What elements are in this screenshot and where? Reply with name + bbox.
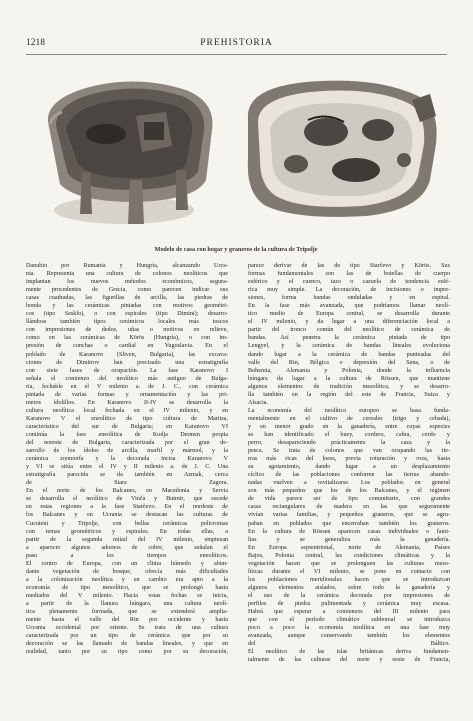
text-line: Karanovo V el eneolítico de tipo cultura de Maritsa,: [26, 415, 228, 422]
text-line: casas cuadradas, las figurillas de arcilla, las piedras de: [26, 295, 228, 302]
header-rule: [26, 54, 447, 55]
text-line: perro, desapareciendo prácticamente la caza y la: [248, 440, 450, 447]
text-line: rica muy simple. La decoración, de incisiones o impre-: [248, 287, 450, 294]
text-line: perfiles de piedra pulimentada y cerámica muy escasa.: [248, 600, 450, 607]
text-line: ciones de Dimitrov han precisado una estratigrafía: [26, 359, 228, 366]
text-line: continúa la fase eneolítica de Kodja Dermen propia: [26, 431, 228, 438]
text-line: Lengyel, y la cerámica de bandas lineales evoluciona: [248, 343, 450, 350]
text-line: los Balcanes y en Ucrania se destacan las culturas de: [26, 512, 228, 519]
text-line: vegetación hacen que se prolonguen las culturas meso-: [248, 560, 450, 567]
text-line: el IV milenio, y da lugar a una diferenciación local a: [248, 319, 450, 326]
text-line: cos (tipo Sesklo), o con espirales (tipo Dimini); desarro-: [26, 311, 228, 318]
text-line: cultura neolítica local fechada en el IV milenio, y en: [26, 407, 228, 414]
text-line: partir del tronco común del neolítico de cerámica de: [248, 327, 450, 334]
text-line: su agotamiento, dando lugar a un desplazamiento: [248, 464, 450, 471]
text-line: Danubio por Rumania y Hungría, alcanzando Ucra-: [26, 263, 228, 269]
text-line: tico medio de Europa central, se desarrolla durante: [248, 311, 450, 318]
text-line: señala el comienzo del neolítico más antiguo de Bulga-: [26, 375, 228, 382]
text-line: En la cultura de Rössen aparecen casas individuales o fami-: [248, 528, 450, 535]
text-line: poco a poco la economía neolítica en una fase muy: [248, 625, 450, 632]
text-line: estratigrafía parecida se da también en Azmak, cerca: [26, 472, 228, 479]
right-house-plan: [248, 81, 437, 217]
text-line: bandas. Así penetra la cerámica pintada de tipo: [248, 335, 450, 342]
house-model-photo: [26, 60, 446, 246]
text-line: dando lugar a la cerámica de bandas punteadas del: [248, 351, 450, 358]
text-line: realidad, tanto por su tipo como por su decoración,: [26, 649, 228, 656]
text-line: de Stara Zagora.: [26, 480, 228, 487]
text-line: como en las cerámicas de Körös (Hungría), o con im-: [26, 335, 228, 342]
text-line: del Báltico.: [248, 641, 450, 648]
text-line: algunos elementos de tradición mesolítica, y se desarro-: [248, 383, 450, 390]
text-line: de vida parece ser de tipo comunitario, con grandes: [248, 496, 450, 503]
text-line: dante vegetación de bosque, ofrecía más dificultades: [26, 568, 228, 575]
text-line: partir de la segunda mitad del IV milenio, empiezan: [26, 536, 228, 543]
text-line: que con el período climático subboreal se introduzca: [248, 617, 450, 624]
text-line: implantan los nuevos métodos económicos, segura-: [26, 279, 228, 286]
text-line: La economía del neolítico europeo se basa funda-: [248, 407, 450, 414]
text-line: y en menor grado en la ganadería, entre cuyas especies: [248, 423, 450, 430]
text-line: líticas durante el VI milenio, se pone en contacto con: [248, 568, 450, 575]
text-line: a partir de la llanura húngara, una cultura neolí-: [26, 600, 228, 607]
text-line: se desarrolla el neolítico de Vinča y Butmir, que sucede: [26, 496, 228, 503]
text-line: El neolítico de las islas británicas deriva fundamen-: [248, 649, 450, 656]
text-line: caracterizada por un tipo de cerámica que por su: [26, 633, 228, 640]
text-line: ria, fechable en el V milenio a. de J. C., con cerámica: [26, 383, 228, 390]
text-line: algunos elementos aislados, sobre todo la ganadería y: [248, 584, 450, 591]
text-line: valle del Rin, Bélgica o depresión del Sena, o de: [248, 359, 450, 366]
figure-caption: Modelo de casa con hogar y graneros de la cultura de Tripolje: [154, 246, 318, 253]
text-line: lias y se generaliza más la ganadería.: [248, 536, 450, 543]
text-line: los poblaciones meridionales hacen que se introduzcan: [248, 576, 450, 583]
text-line: pintada de varias formas y ornamentación y las pri-: [26, 391, 228, 398]
text-line: mediados del V milenio. Hacia estas fechas se inicia,: [26, 592, 228, 599]
text-line: con impresiones de dedos, uñas o motivos en relieve,: [26, 327, 228, 334]
text-line: nia. Representa una cultura de colonos neolíticos que: [26, 271, 228, 278]
text-line: a la colonización neolítica y en cambio era apto a la: [26, 576, 228, 583]
running-title: PREHISTORIA: [200, 38, 273, 48]
text-line: En el norte de los Balcanes, en Macedonia y Servia: [26, 488, 228, 495]
text-line: Bohemia, Alemania y Polonia, donde la influencia: [248, 367, 450, 374]
page-number: 1218: [26, 38, 45, 48]
text-line: nadas vuelven a revitalizarse. Los poblados en general: [248, 480, 450, 487]
text-line: decoración se las llamado de bandas lineales, y que en: [26, 641, 228, 648]
text-line: paban en poblados que encerraban también los graneros.: [248, 520, 450, 527]
text-line: son más pequeños que los de los Balcanes, y el régimen: [248, 488, 450, 495]
text-line: el uso de la cerámica decorada por impresiones de: [248, 592, 450, 599]
text-line: mente procedentes de Grecia, como parecen indicar sus: [26, 287, 228, 294]
text-line: casas rectangulares de madera en las que seguramente: [248, 504, 450, 511]
text-line: esférico y el cuenco, tazo o cazuela de tendencia esfé-: [248, 279, 450, 286]
text-line: cíclico de las poblaciones conforme las tierras abando-: [248, 472, 450, 479]
text-line: formas fundamentales son las de botellas de cuerpo: [248, 271, 450, 278]
text-line: presión de conchas o cardial en Yugoslavia. En el: [26, 343, 228, 350]
text-line: siones, forma bandas onduladas y en espiral.: [248, 295, 450, 302]
text-line: húngara da lugar a la cultura de Rössen, que mantiene: [248, 375, 450, 382]
text-line: mente hasta el valle del Rin por occidente y hasta: [26, 617, 228, 624]
text-line: sarrollo de los ídolos de arcilla, marfil y mármol, y la: [26, 448, 228, 455]
text-line: economía de tipo mesolítico, que se prolongó hasta: [26, 584, 228, 591]
text-line: del noreste de Bulgaria, caracterizada por el gran de-: [26, 440, 228, 447]
text-line: En la fase más avanzada, que podríamos llamar neolí-: [248, 303, 450, 310]
text-line: Ucrania occidental por oriente. Se trata de una cultura: [26, 625, 228, 632]
text-line: avanzada, aunque conservando también los elementos: [248, 633, 450, 640]
text-line: parece derivar de las de tipo Starčevo y Körös. Sus: [248, 263, 450, 269]
text-line: y VI se sitúa entre el IV y II milenio a. de J. C. Una: [26, 464, 228, 471]
text-line: a aparecer algunos adornos de cobre, que señalan el: [26, 544, 228, 551]
text-column-right: [248, 262, 450, 664]
text-line: en estas regiones a la fase Starčevo. En el nordeste de: [26, 504, 228, 511]
text-line: rras más ricas del loess, previa roturación y roza, hasta: [248, 456, 450, 463]
text-line: lla también en la región del este de Francia, Suiza y: [248, 391, 450, 398]
text-column-left: [26, 262, 228, 656]
text-line: tica plenamente formada, que se extenderá amplia-: [26, 609, 228, 616]
text-line: mentalmente en el cultivo de cereales (trigo y cebada),: [248, 415, 450, 422]
text-line: honda y las cerámicas pintadas con motivos geométri-: [26, 303, 228, 310]
text-line: Alsacia.: [248, 399, 268, 406]
text-line: El centro de Europa, con un clima húmedo y abun-: [26, 560, 228, 567]
text-line: En Europa septentrional, norte de Alemania, Países: [248, 544, 450, 551]
text-line: vivían varias familias, y pequeños graneros, que se agru-: [248, 512, 450, 519]
text-line: Bajos, Polonia central, las condiciones climáticas y la: [248, 552, 450, 559]
text-line: Habrá que esperar a comienzos del III milenio para: [248, 609, 450, 616]
text-line: con siete fases de ocupación. La fase Karanovo I: [26, 367, 228, 374]
text-line: talmente de las culturas del norte y oeste de Francia,: [248, 657, 450, 664]
text-line: característico del sur de Bulgaria; en Karanovo VI: [26, 423, 228, 430]
text-line: Cucuteni y Tripolje, con bellas cerámicas policromas: [26, 520, 228, 527]
text-line: se han identificado el buey, cordero, cabra, cerdo y: [248, 431, 450, 438]
text-line: pesca. Se trata de colonos que van ocupando las tie-: [248, 448, 450, 455]
text-line: poblado de Karanovo (Sliven, Bulgaria), las excava-: [26, 351, 228, 358]
text-line: meros ídolillos. En Karanovo II-IV se desarrolla la: [26, 399, 228, 406]
text-line: llándose también tipos cerámicos locales más toscos: [26, 319, 228, 326]
page-header: [26, 38, 447, 52]
text-line: paso a los tiempos eneolíticos.: [26, 552, 228, 559]
text-line: cerámica zoomorfa y la decorada incisa Karanovo V: [26, 456, 228, 463]
text-line: con temas geométricos y espirales. En todas ellas, a: [26, 528, 228, 535]
